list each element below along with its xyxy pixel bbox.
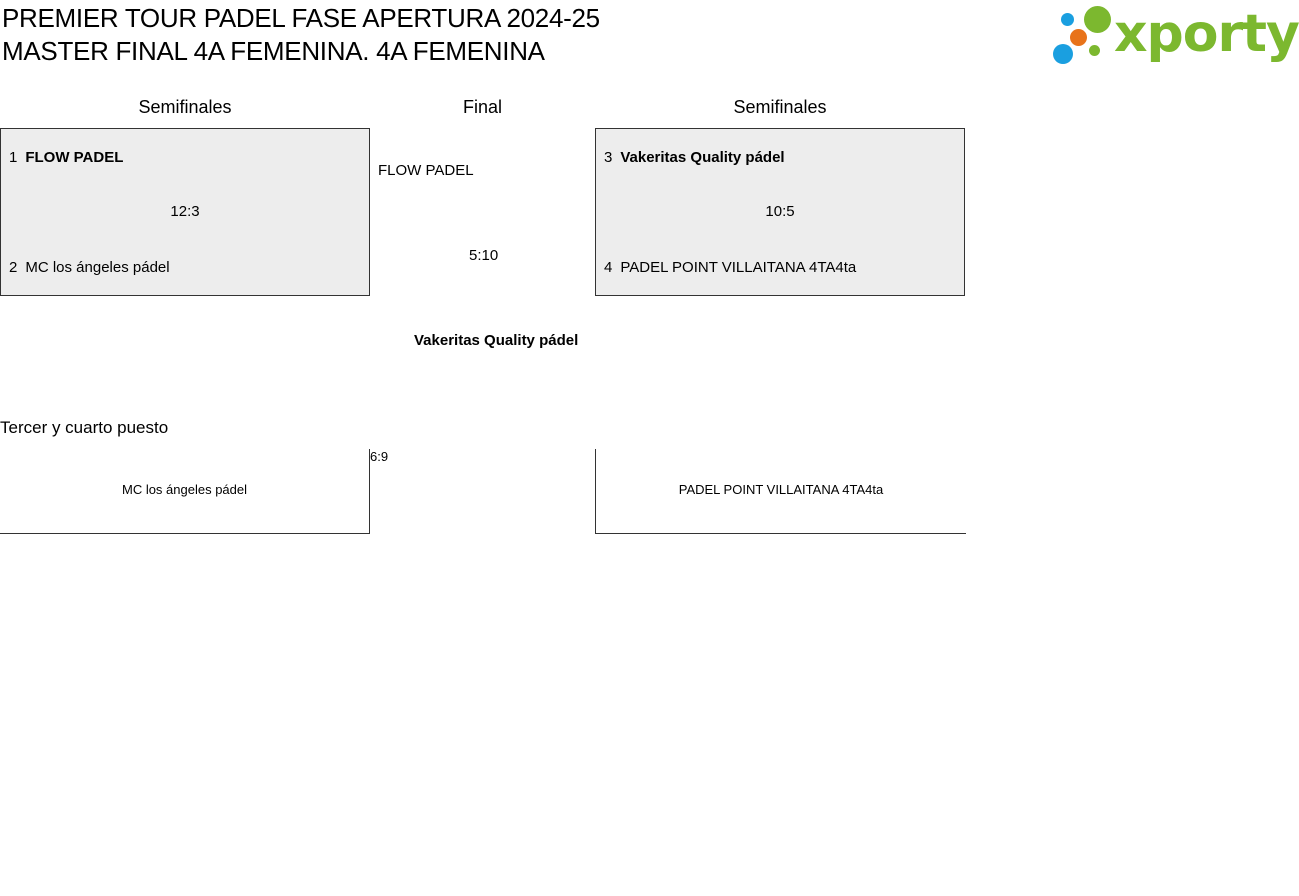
semifinal-left-heading: Semifinales [138, 97, 232, 117]
team-name: Vakeritas Quality pádel [620, 149, 785, 166]
logo-dot-blue-small [1061, 13, 1074, 26]
logo-dot-blue-large [1053, 44, 1073, 64]
logo-dot-green [1084, 6, 1111, 33]
final-heading: Final [462, 97, 502, 117]
third-place-team-2-box[interactable] [595, 449, 966, 534]
semifinal-1-team-2[interactable] [9, 259, 170, 277]
logo-dot-orange [1070, 29, 1087, 46]
third-place-score: 6:9 [370, 449, 389, 464]
third-place-team-1-box[interactable] [0, 449, 370, 534]
title-line-1: PREMIER TOUR PADEL FASE APERTURA 2024-25 [2, 3, 600, 33]
seed-number: 1 [9, 149, 18, 166]
final-team-1[interactable]: FLOW PADEL [378, 162, 474, 179]
seed-number: 4 [604, 259, 613, 276]
page-title [2, 2, 600, 68]
logo-wordmark: xporty [1114, 4, 1299, 64]
semifinal-2-team-1[interactable] [604, 149, 785, 167]
semifinal-2-score: 10:5 [765, 203, 795, 220]
team-name: MC los ángeles pádel [25, 259, 170, 276]
third-place-team-2: PADEL POINT VILLAITANA 4TA4ta [678, 482, 884, 497]
seed-number: 3 [604, 149, 613, 166]
third-place-heading: Tercer y cuarto puesto [0, 418, 169, 437]
team-name: PADEL POINT VILLAITANA 4TA4ta [620, 259, 857, 276]
semifinal-1-score: 12:3 [170, 203, 200, 220]
third-place-team-1: MC los ángeles pádel [121, 482, 248, 497]
final-score: 5:10 [469, 247, 499, 264]
team-name: FLOW PADEL [25, 149, 124, 166]
seed-number: 2 [9, 259, 18, 276]
semifinal-1-match[interactable] [0, 128, 370, 296]
logo-dot-green-small [1089, 45, 1100, 56]
semifinal-1-team-1[interactable] [9, 149, 123, 167]
final-winner[interactable]: Vakeritas Quality pádel [414, 332, 579, 349]
xporty-logo[interactable] [1050, 4, 1299, 68]
semifinal-right-heading: Semifinales [733, 97, 827, 117]
title-line-2: MASTER FINAL 4A FEMENINA. 4A FEMENINA [2, 36, 545, 66]
semifinal-2-team-2[interactable] [604, 259, 856, 277]
semifinal-2-match[interactable] [595, 128, 965, 296]
